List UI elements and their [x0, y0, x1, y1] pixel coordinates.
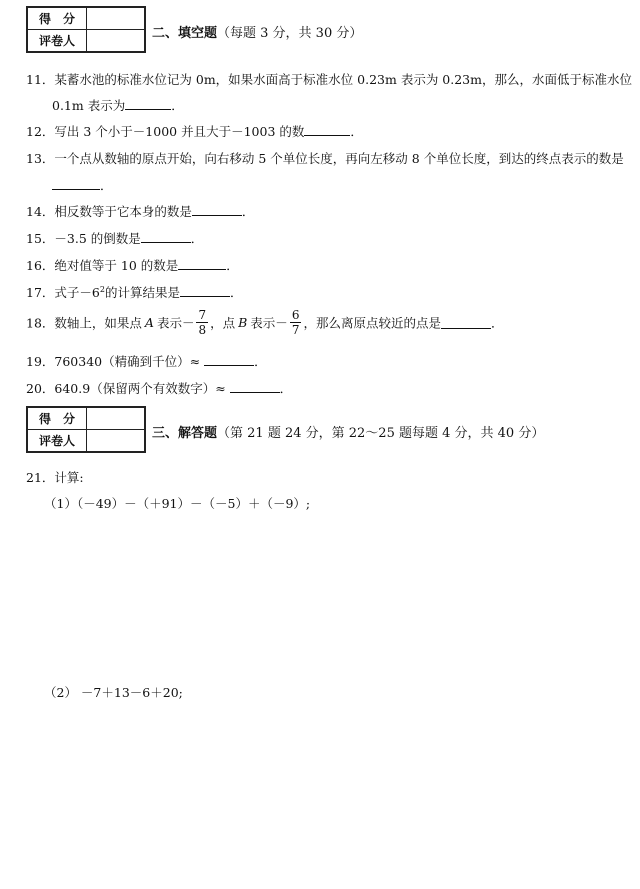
question-11-cont [52, 96, 184, 114]
fraction-numerator: 6 [291, 308, 300, 322]
answer-blank-16[interactable] [178, 257, 226, 270]
period: ． [226, 258, 239, 273]
point-a-label: A [144, 315, 154, 330]
question-19 [26, 352, 267, 370]
question-21-part1-text: （1）（－49）－（＋91）－（－5）＋（－9）; [44, 496, 311, 511]
question-19-text: 19．760340（精确到千位）≈ [26, 354, 201, 369]
question-14-text: 14．相反数等于它本身的数是 [26, 204, 192, 219]
grader-label: 评卷人 [27, 430, 87, 453]
question-20-text: 20．640.9（保留两个有效数字）≈ [26, 381, 226, 396]
grader-label: 评卷人 [27, 30, 87, 53]
question-11-text-b: 0.1m 表示为 [52, 98, 126, 113]
answer-blank-12[interactable] [304, 123, 350, 136]
question-18-text-e: ，那么离原点较近的点是 [303, 315, 441, 331]
answer-blank-13[interactable] [52, 177, 100, 190]
section3-title: 三、解答题 [152, 426, 218, 441]
section3-heading [152, 422, 544, 441]
question-11 [26, 70, 632, 88]
exponent: 2 [99, 284, 105, 294]
period: ． [241, 204, 255, 219]
section2-heading [152, 22, 362, 41]
period: ． [279, 381, 293, 396]
question-20 [26, 379, 292, 397]
question-13-text: 13．一个点从数轴的原点开始，向右移动 5 个单位长度，再向左移动 8 个单位长度，到达的终点表示的数是 [26, 151, 624, 166]
period: ． [490, 315, 504, 331]
question-18-text-b: 表示－ [156, 315, 195, 331]
question-15-text: 15．－3.5 的倒数是 [26, 231, 141, 246]
score-box-section2 [26, 6, 146, 53]
fraction-seven-eighths [196, 308, 208, 337]
question-17 [26, 283, 242, 301]
fraction-six-sevenths [290, 308, 302, 337]
question-17-text: 17．式子－6 [26, 285, 100, 300]
answer-blank-17[interactable] [180, 284, 230, 297]
period: ． [254, 354, 267, 369]
question-16-text: 16．绝对值等于 10 的数是 [26, 258, 179, 273]
section3-note: （第 21 题 24 分，第 22～25 题每题 4 分，共 40 分） [217, 426, 545, 441]
score-label: 得 分 [27, 7, 87, 30]
question-12-text: 12．写出 3 个小于－1000 并且大于－1003 的数 [26, 124, 305, 139]
period: ． [190, 231, 204, 246]
answer-blank-11[interactable] [125, 97, 171, 110]
question-21-part2 [44, 683, 183, 701]
question-13-cont [52, 176, 113, 194]
period: ． [100, 178, 113, 193]
period: ． [350, 124, 363, 139]
question-21 [26, 468, 84, 486]
answer-blank-20[interactable] [230, 380, 280, 393]
score-label: 得 分 [27, 407, 87, 430]
score-cell[interactable] [87, 407, 146, 430]
grader-cell[interactable] [87, 430, 146, 453]
section2-note: （每题 3 分，共 30 分） [217, 26, 363, 41]
answer-blank-18[interactable] [441, 316, 491, 329]
fraction-denominator: 8 [198, 323, 207, 337]
question-17-text-b: 的计算结果是 [104, 285, 180, 300]
question-18-text: 18．数轴上，如果点 [26, 315, 142, 331]
question-11-text: 11．某蓄水池的标准水位记为 0m，如果水面高于标准水位 0.23m 表示为 0.23m，那么，水面低于标准水位 [26, 72, 632, 87]
period: ． [229, 285, 243, 300]
question-21-part1 [44, 494, 310, 512]
question-14 [26, 202, 254, 220]
question-13 [26, 149, 624, 167]
grader-cell[interactable] [87, 30, 146, 53]
fraction-denominator: 7 [291, 323, 300, 337]
fraction-numerator: 7 [198, 308, 207, 322]
point-b-label: B [238, 315, 248, 330]
section2-title: 二、填空题 [152, 26, 218, 41]
question-18 [26, 308, 503, 337]
question-18-text-d: 表示－ [250, 315, 288, 331]
period: ． [171, 98, 184, 113]
score-box-section3 [26, 406, 146, 453]
answer-blank-15[interactable] [141, 230, 191, 243]
question-16 [26, 256, 239, 274]
question-15 [26, 229, 203, 247]
question-21-header: 21．计算: [26, 470, 84, 485]
question-12 [26, 122, 363, 140]
question-18-text-c: ，点 [210, 315, 236, 331]
score-cell[interactable] [87, 7, 146, 30]
question-21-part2-text: （2） －7＋13－6＋20; [44, 685, 183, 700]
answer-blank-14[interactable] [192, 203, 242, 216]
answer-blank-19[interactable] [204, 353, 254, 366]
